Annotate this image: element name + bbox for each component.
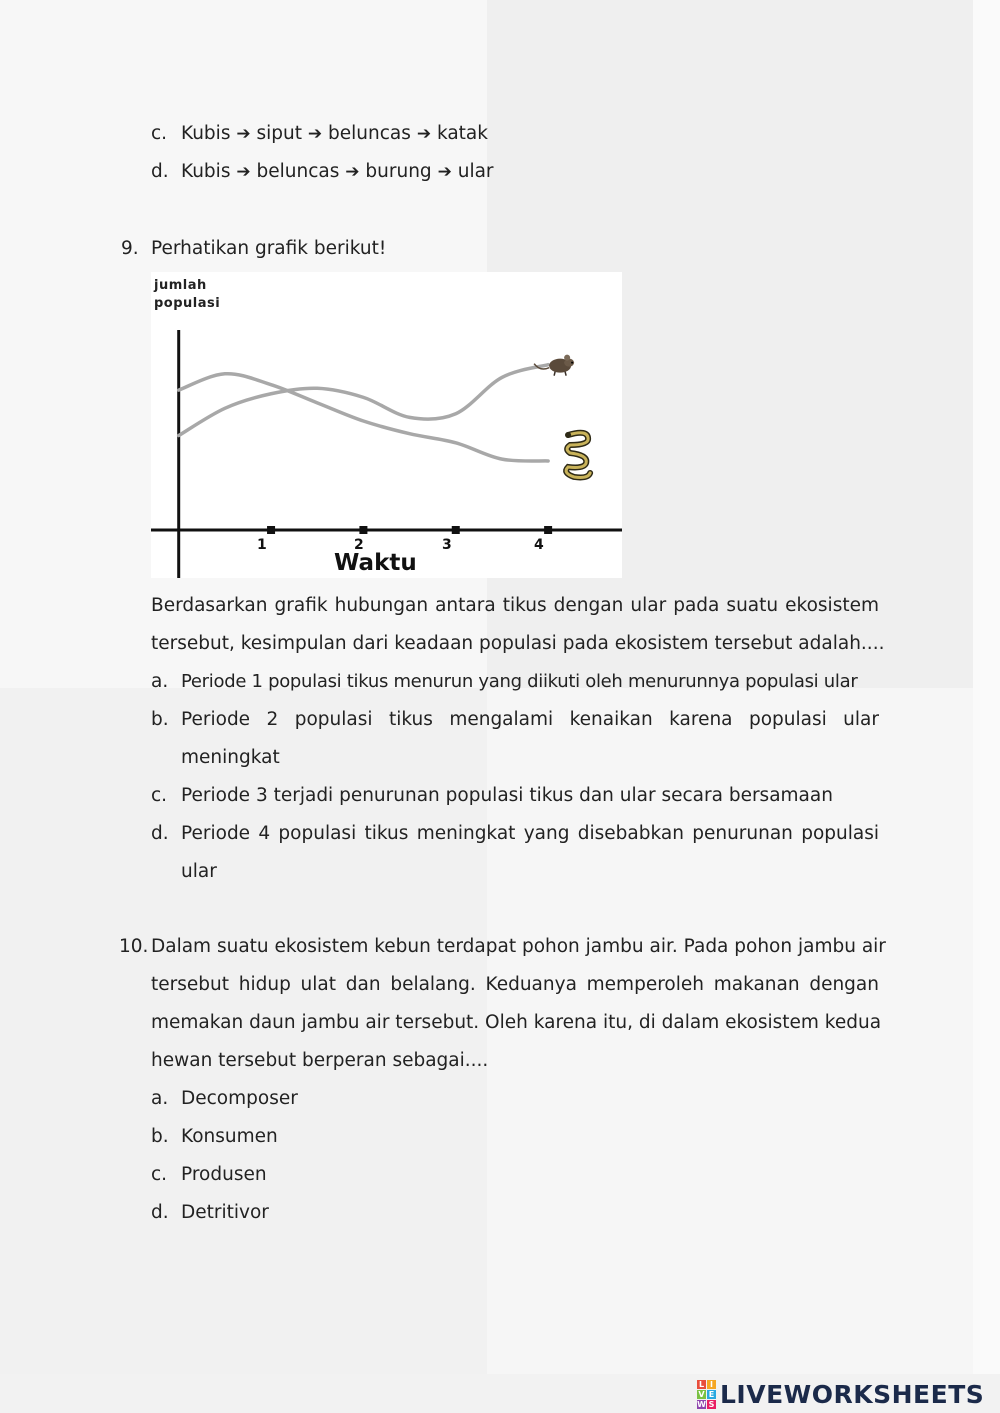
population-chart <box>151 272 622 578</box>
option-text: ular <box>181 861 217 882</box>
x-axis-label: Waktu <box>334 550 417 576</box>
option-letter: d. <box>151 161 169 182</box>
x-tick-label: 3 <box>442 537 452 553</box>
arrow-right-icon: ➔ <box>236 124 251 144</box>
option-text: Produsen <box>181 1164 267 1185</box>
option-text: Periode 1 populasi tikus menurun yang diikuti oleh menurunnya populasi ular <box>181 671 858 692</box>
option-text: Konsumen <box>181 1126 278 1147</box>
option-letter: c. <box>151 123 168 144</box>
arrow-right-icon: ➔ <box>345 162 360 182</box>
x-tick-mark <box>359 526 367 534</box>
x-tick-mark <box>452 526 460 534</box>
logo-letter: S <box>708 1399 715 1409</box>
x-tick-label: 2 <box>354 537 364 553</box>
option-text: Periode 4 populasi tikus meningkat yang disebabkan penurunan populasi <box>181 823 879 844</box>
question-stem-line: Dalam suatu ekosistem kebun terdapat pohon jambu air. Pada pohon jambu air <box>151 936 886 957</box>
question-stem-line: memakan daun jambu air tersebut. Oleh karena itu, di dalam ekosistem kedua <box>151 1012 882 1033</box>
background-panel <box>973 0 1000 1374</box>
logo-letter: W <box>697 1399 706 1409</box>
y-axis-label: jumlah <box>154 278 207 293</box>
brand-name: LIVEWORKSHEETS <box>720 1379 985 1409</box>
question-number: 9. <box>121 238 139 259</box>
arrow-right-icon: ➔ <box>416 124 432 144</box>
question-stem-line: Berdasarkan grafik hubungan antara tikus dengan ular pada suatu ekosistem <box>151 595 879 616</box>
option-text: Periode 3 terjadi penurunan populasi tikus dan ular secara bersamaan <box>181 785 833 806</box>
chart-canvas <box>151 272 622 578</box>
option-letter: b. <box>151 1126 169 1147</box>
arrow-right-icon: ➔ <box>437 162 452 182</box>
question-stem-line: tersebut, kesimpulan dari keadaan populasi pada ekosistem tersebut adalah.... <box>151 633 885 654</box>
option-text: Decomposer <box>181 1088 298 1109</box>
question-prompt: Perhatikan grafik berikut! <box>151 238 387 259</box>
arrow-right-icon: ➔ <box>236 162 251 182</box>
question-stem-line: hewan tersebut berperan sebagai.... <box>151 1050 489 1071</box>
x-tick-label: 4 <box>534 537 544 553</box>
question-stem-line: tersebut hidup ulat dan belalang. Keduanya memperoleh makanan dengan <box>151 974 879 995</box>
food-chain-text: Kubis ➔ beluncas ➔ burung ➔ ular <box>181 161 494 182</box>
x-tick-mark <box>267 526 275 534</box>
snake-icon <box>565 432 590 478</box>
logo-letter: L <box>698 1379 705 1389</box>
option-letter: a. <box>151 671 169 692</box>
liveworksheets-logo[interactable] <box>697 1378 984 1410</box>
option-letter: d. <box>151 1202 169 1223</box>
option-letter: c. <box>151 1164 168 1185</box>
option-text: Periode 2 populasi tikus mengalami kenaikan karena populasi ular <box>181 709 879 730</box>
logo-letter: I <box>707 1380 716 1389</box>
x-tick-label: 1 <box>257 537 267 553</box>
option-letter: d. <box>151 823 169 844</box>
option-letter: b. <box>151 709 169 730</box>
logo-letter: E <box>708 1389 715 1399</box>
series-line-ular <box>179 374 548 461</box>
y-axis-label: populasi <box>154 296 221 311</box>
arrow-right-icon: ➔ <box>307 124 323 144</box>
option-letter: c. <box>151 785 168 806</box>
logo-letter: V <box>698 1389 705 1399</box>
option-text: Detritivor <box>181 1202 269 1223</box>
option-text: meningkat <box>181 747 280 768</box>
option-letter: a. <box>151 1088 169 1109</box>
x-tick-mark <box>544 526 552 534</box>
question-number: 10. <box>119 936 149 957</box>
liveworksheets-logo-icon <box>697 1380 716 1409</box>
food-chain-text: Kubis ➔ siput ➔ beluncas ➔ katak <box>181 123 488 144</box>
